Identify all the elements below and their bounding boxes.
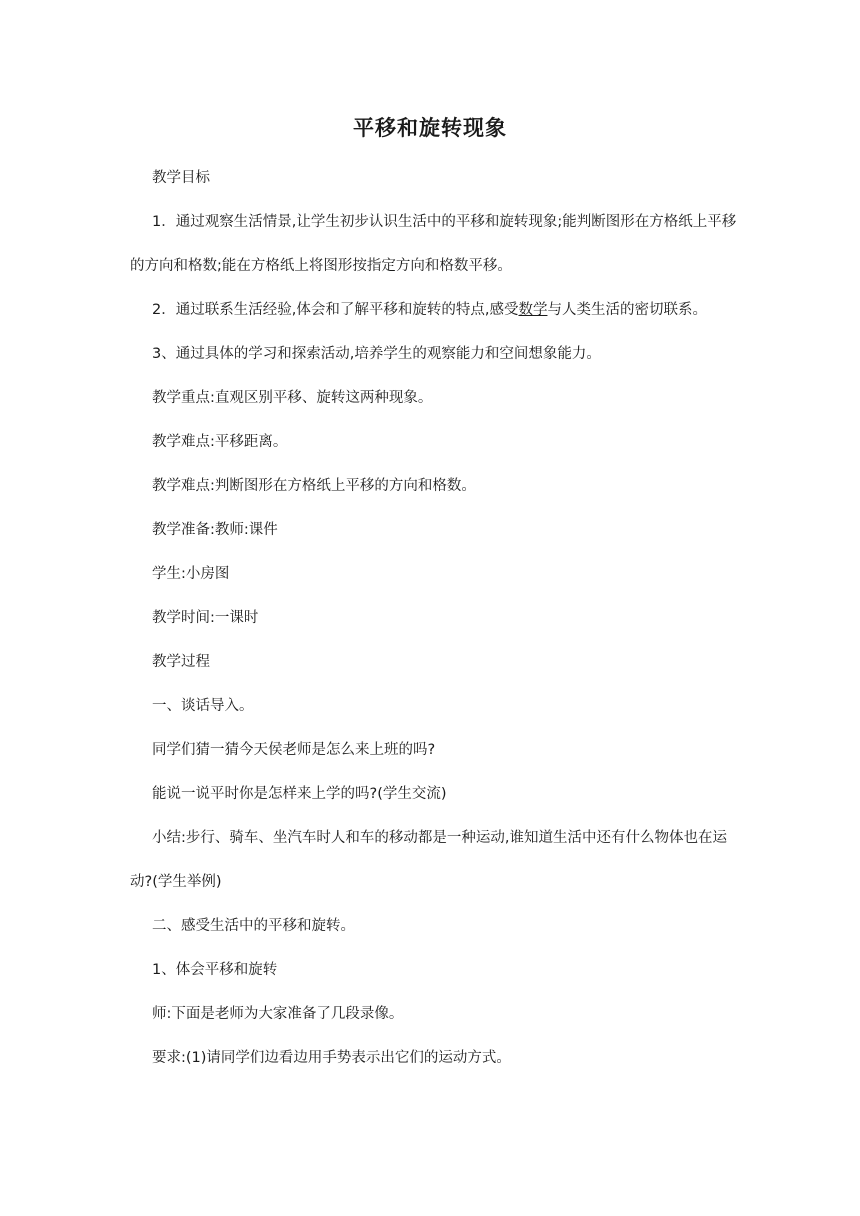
paragraph-key-point: 教学重点:直观区别平移、旋转这两种现象。 xyxy=(152,390,433,406)
paragraph-teaching-process: 教学过程 xyxy=(152,654,210,670)
paragraph-guess-question: 同学们猜一猜今天侯老师是怎么来上班的吗? xyxy=(152,742,436,758)
paragraph-goal-1: 1．通过观察生活情景,让学生初步认识生活中的平移和旋转现象;能判断图形在方格纸上平移的方向和格数;能在方格纸上将图形按指定方向和格数平移。 xyxy=(130,214,737,274)
paragraph-teaching-goals: 教学目标 xyxy=(152,170,210,186)
paragraph-goal-2 xyxy=(130,288,740,332)
paragraph-teaching-time: 教学时间:一课时 xyxy=(152,610,259,626)
paragraph-student-materials: 学生:小房图 xyxy=(152,566,230,582)
paragraph-section-2-heading: 二、感受生活中的平移和旋转。 xyxy=(152,918,355,934)
paragraph-how-to-school: 能说一说平时你是怎样来上学的吗?(学生交流) xyxy=(152,786,447,802)
paragraph-difficulty-1: 教学难点:平移距离。 xyxy=(152,434,288,450)
paragraph-goal-3: 3、通过具体的学习和探索活动,培养学生的观察能力和空间想象能力。 xyxy=(152,346,601,362)
paragraph-section-1-heading: 一、谈话导入。 xyxy=(152,698,254,714)
paragraph-summary: 小结:步行、骑车、坐汽车时人和车的移动都是一种运动,谁知道生活中还有什么物体也在运动?(学生举例) xyxy=(130,830,727,890)
math-link[interactable]: 数学 xyxy=(518,302,548,318)
paragraph-preparation: 教学准备:教师:课件 xyxy=(152,522,278,538)
goal-2-text-start: 2．通过联系生活经验,体会和了解平移和旋转的特点,感受 xyxy=(152,302,519,318)
paragraph-difficulty-2: 教学难点:判断图形在方格纸上平移的方向和格数。 xyxy=(152,478,476,494)
paragraph-teacher-videos: 师:下面是老师为大家准备了几段录像。 xyxy=(152,1006,404,1022)
paragraph-subsection-1: 1、体会平移和旋转 xyxy=(152,962,278,978)
document-title: 平移和旋转现象 xyxy=(353,115,507,140)
paragraph-requirement: 要求:(1)请同学们边看边用手势表示出它们的运动方式。 xyxy=(152,1050,511,1066)
goal-2-text-end: 与人类生活的密切联系。 xyxy=(547,302,707,318)
